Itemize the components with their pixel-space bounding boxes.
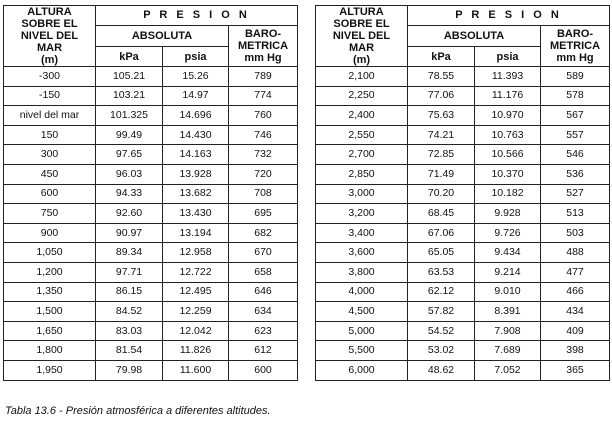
mmhg-cell: 466 bbox=[541, 282, 610, 302]
kpa-cell: 53.02 bbox=[408, 341, 475, 361]
kpa-header: kPa bbox=[408, 47, 475, 67]
kpa-cell: 54.52 bbox=[408, 321, 475, 341]
psia-cell: 13.430 bbox=[163, 204, 229, 224]
mmhg-cell: 589 bbox=[541, 67, 610, 87]
mmhg-cell: 646 bbox=[229, 282, 298, 302]
psia-cell: 12.958 bbox=[163, 243, 229, 263]
pressure-table-left bbox=[3, 5, 298, 381]
mmhg-cell: 658 bbox=[229, 262, 298, 282]
psia-cell: 15.26 bbox=[163, 67, 229, 87]
mmhg-cell: 536 bbox=[541, 164, 610, 184]
table-row bbox=[316, 106, 610, 126]
psia-cell: 14.696 bbox=[163, 106, 229, 126]
psia-cell: 11.176 bbox=[475, 86, 541, 106]
mmhg-cell: 578 bbox=[541, 86, 610, 106]
altura-cell: 1,350 bbox=[4, 282, 96, 302]
kpa-cell: 57.82 bbox=[408, 302, 475, 322]
table-body-left bbox=[4, 67, 298, 381]
psia-cell: 9.726 bbox=[475, 223, 541, 243]
table-row bbox=[316, 145, 610, 165]
barometrica-header: BARO- METRICA mm Hg bbox=[541, 25, 610, 66]
mmhg-cell: 409 bbox=[541, 321, 610, 341]
altura-cell: 3,200 bbox=[316, 204, 408, 224]
psia-cell: 7.052 bbox=[475, 360, 541, 380]
mmhg-cell: 789 bbox=[229, 67, 298, 87]
mmhg-cell: 670 bbox=[229, 243, 298, 263]
mmhg-cell: 365 bbox=[541, 360, 610, 380]
altura-cell: 3,400 bbox=[316, 223, 408, 243]
table-row bbox=[316, 243, 610, 263]
table-row bbox=[316, 262, 610, 282]
altura-cell: 4,000 bbox=[316, 282, 408, 302]
mmhg-cell: 434 bbox=[541, 302, 610, 322]
absoluta-header: ABSOLUTA bbox=[96, 25, 229, 47]
table-row bbox=[4, 321, 298, 341]
absoluta-header: ABSOLUTA bbox=[408, 25, 541, 47]
psia-cell: 7.908 bbox=[475, 321, 541, 341]
psia-cell: 9.928 bbox=[475, 204, 541, 224]
table-row bbox=[4, 164, 298, 184]
barometrica-header: BARO- METRICA mm Hg bbox=[229, 25, 298, 66]
table-body-right bbox=[316, 67, 610, 381]
table-row bbox=[316, 125, 610, 145]
table-row bbox=[4, 86, 298, 106]
table-row bbox=[4, 204, 298, 224]
mmhg-cell: 503 bbox=[541, 223, 610, 243]
kpa-cell: 48.62 bbox=[408, 360, 475, 380]
psia-cell: 10.182 bbox=[475, 184, 541, 204]
kpa-cell: 97.65 bbox=[96, 145, 163, 165]
table-row bbox=[316, 360, 610, 380]
psia-cell: 11.826 bbox=[163, 341, 229, 361]
table-caption: Tabla 13.6 - Presión atmosférica a diferentes altitudes. bbox=[5, 405, 271, 417]
table-row bbox=[4, 106, 298, 126]
kpa-cell: 74.21 bbox=[408, 125, 475, 145]
psia-header: psia bbox=[475, 47, 541, 67]
psia-cell: 10.370 bbox=[475, 164, 541, 184]
mmhg-cell: 634 bbox=[229, 302, 298, 322]
altura-cell: 300 bbox=[4, 145, 96, 165]
kpa-cell: 96.03 bbox=[96, 164, 163, 184]
table-row bbox=[4, 184, 298, 204]
altura-header: ALTURA SOBRE EL NIVEL DEL MAR (m) bbox=[4, 6, 96, 67]
altura-cell: 150 bbox=[4, 125, 96, 145]
altura-cell: 3,000 bbox=[316, 184, 408, 204]
altura-cell: 600 bbox=[4, 184, 96, 204]
table-row bbox=[4, 223, 298, 243]
psia-cell: 12.722 bbox=[163, 262, 229, 282]
table-row bbox=[4, 67, 298, 87]
altura-cell: 1,500 bbox=[4, 302, 96, 322]
kpa-cell: 90.97 bbox=[96, 223, 163, 243]
psia-cell: 10.763 bbox=[475, 125, 541, 145]
table-row bbox=[4, 243, 298, 263]
table-row bbox=[4, 302, 298, 322]
altura-cell: 6,000 bbox=[316, 360, 408, 380]
altura-cell: 2,100 bbox=[316, 67, 408, 87]
altura-cell: 1,800 bbox=[4, 341, 96, 361]
altura-cell: 2,400 bbox=[316, 106, 408, 126]
kpa-header: kPa bbox=[96, 47, 163, 67]
mmhg-cell: 557 bbox=[541, 125, 610, 145]
kpa-cell: 70.20 bbox=[408, 184, 475, 204]
altura-cell: 1,650 bbox=[4, 321, 96, 341]
mmhg-cell: 513 bbox=[541, 204, 610, 224]
altura-cell: 3,600 bbox=[316, 243, 408, 263]
mmhg-cell: 760 bbox=[229, 106, 298, 126]
kpa-cell: 62.12 bbox=[408, 282, 475, 302]
kpa-cell: 65.05 bbox=[408, 243, 475, 263]
kpa-cell: 99.49 bbox=[96, 125, 163, 145]
table-row bbox=[316, 341, 610, 361]
table-row bbox=[316, 282, 610, 302]
kpa-cell: 83.03 bbox=[96, 321, 163, 341]
altura-cell: -300 bbox=[4, 67, 96, 87]
altura-cell: 1,050 bbox=[4, 243, 96, 263]
mmhg-cell: 720 bbox=[229, 164, 298, 184]
psia-header: psia bbox=[163, 47, 229, 67]
kpa-cell: 89.34 bbox=[96, 243, 163, 263]
mmhg-cell: 527 bbox=[541, 184, 610, 204]
kpa-cell: 68.45 bbox=[408, 204, 475, 224]
altura-cell: 450 bbox=[4, 164, 96, 184]
table-row bbox=[4, 262, 298, 282]
psia-cell: 12.495 bbox=[163, 282, 229, 302]
altura-cell: nivel del mar bbox=[4, 106, 96, 126]
mmhg-cell: 477 bbox=[541, 262, 610, 282]
psia-cell: 13.928 bbox=[163, 164, 229, 184]
psia-cell: 14.97 bbox=[163, 86, 229, 106]
table-row bbox=[4, 360, 298, 380]
mmhg-cell: 567 bbox=[541, 106, 610, 126]
altura-cell: 5,500 bbox=[316, 341, 408, 361]
table-row bbox=[4, 341, 298, 361]
kpa-cell: 103.21 bbox=[96, 86, 163, 106]
kpa-cell: 81.54 bbox=[96, 341, 163, 361]
altura-cell: 5,000 bbox=[316, 321, 408, 341]
psia-cell: 11.393 bbox=[475, 67, 541, 87]
kpa-cell: 94.33 bbox=[96, 184, 163, 204]
kpa-cell: 84.52 bbox=[96, 302, 163, 322]
mmhg-cell: 774 bbox=[229, 86, 298, 106]
mmhg-cell: 708 bbox=[229, 184, 298, 204]
table-row bbox=[316, 223, 610, 243]
mmhg-cell: 398 bbox=[541, 341, 610, 361]
kpa-cell: 72.85 bbox=[408, 145, 475, 165]
psia-cell: 9.010 bbox=[475, 282, 541, 302]
altura-cell: 3,800 bbox=[316, 262, 408, 282]
kpa-cell: 75.63 bbox=[408, 106, 475, 126]
kpa-cell: 101.325 bbox=[96, 106, 163, 126]
table-row bbox=[316, 204, 610, 224]
kpa-cell: 86.15 bbox=[96, 282, 163, 302]
table-row bbox=[4, 125, 298, 145]
presion-header: P R E S I O N bbox=[408, 6, 610, 26]
psia-cell: 14.163 bbox=[163, 145, 229, 165]
table-row bbox=[316, 321, 610, 341]
mmhg-cell: 682 bbox=[229, 223, 298, 243]
altura-cell: 2,700 bbox=[316, 145, 408, 165]
mmhg-cell: 546 bbox=[541, 145, 610, 165]
kpa-cell: 78.55 bbox=[408, 67, 475, 87]
altura-cell: 2,250 bbox=[316, 86, 408, 106]
psia-cell: 9.214 bbox=[475, 262, 541, 282]
table-row bbox=[4, 145, 298, 165]
altura-cell: -150 bbox=[4, 86, 96, 106]
psia-cell: 12.259 bbox=[163, 302, 229, 322]
altura-cell: 1,200 bbox=[4, 262, 96, 282]
kpa-cell: 105.21 bbox=[96, 67, 163, 87]
pressure-table-right bbox=[315, 5, 610, 381]
kpa-cell: 77.06 bbox=[408, 86, 475, 106]
psia-cell: 7.689 bbox=[475, 341, 541, 361]
table-row bbox=[316, 302, 610, 322]
kpa-cell: 67.06 bbox=[408, 223, 475, 243]
altura-cell: 1,950 bbox=[4, 360, 96, 380]
altura-header: ALTURA SOBRE EL NIVEL DEL MAR (m) bbox=[316, 6, 408, 67]
altura-cell: 2,850 bbox=[316, 164, 408, 184]
altura-cell: 4,500 bbox=[316, 302, 408, 322]
table-row bbox=[316, 86, 610, 106]
table-row bbox=[316, 67, 610, 87]
mmhg-cell: 732 bbox=[229, 145, 298, 165]
altura-cell: 750 bbox=[4, 204, 96, 224]
psia-cell: 10.566 bbox=[475, 145, 541, 165]
mmhg-cell: 623 bbox=[229, 321, 298, 341]
mmhg-cell: 488 bbox=[541, 243, 610, 263]
kpa-cell: 92.60 bbox=[96, 204, 163, 224]
mmhg-cell: 695 bbox=[229, 204, 298, 224]
psia-cell: 10.970 bbox=[475, 106, 541, 126]
kpa-cell: 97.71 bbox=[96, 262, 163, 282]
kpa-cell: 63.53 bbox=[408, 262, 475, 282]
altura-cell: 2,550 bbox=[316, 125, 408, 145]
psia-cell: 14.430 bbox=[163, 125, 229, 145]
psia-cell: 9.434 bbox=[475, 243, 541, 263]
psia-cell: 12.042 bbox=[163, 321, 229, 341]
psia-cell: 8.391 bbox=[475, 302, 541, 322]
kpa-cell: 79.98 bbox=[96, 360, 163, 380]
mmhg-cell: 600 bbox=[229, 360, 298, 380]
psia-cell: 13.194 bbox=[163, 223, 229, 243]
table-row bbox=[316, 184, 610, 204]
kpa-cell: 71.49 bbox=[408, 164, 475, 184]
psia-cell: 13.682 bbox=[163, 184, 229, 204]
psia-cell: 11.600 bbox=[163, 360, 229, 380]
table-row bbox=[4, 282, 298, 302]
altura-cell: 900 bbox=[4, 223, 96, 243]
presion-header: P R E S I O N bbox=[96, 6, 298, 26]
mmhg-cell: 746 bbox=[229, 125, 298, 145]
mmhg-cell: 612 bbox=[229, 341, 298, 361]
table-row bbox=[316, 164, 610, 184]
